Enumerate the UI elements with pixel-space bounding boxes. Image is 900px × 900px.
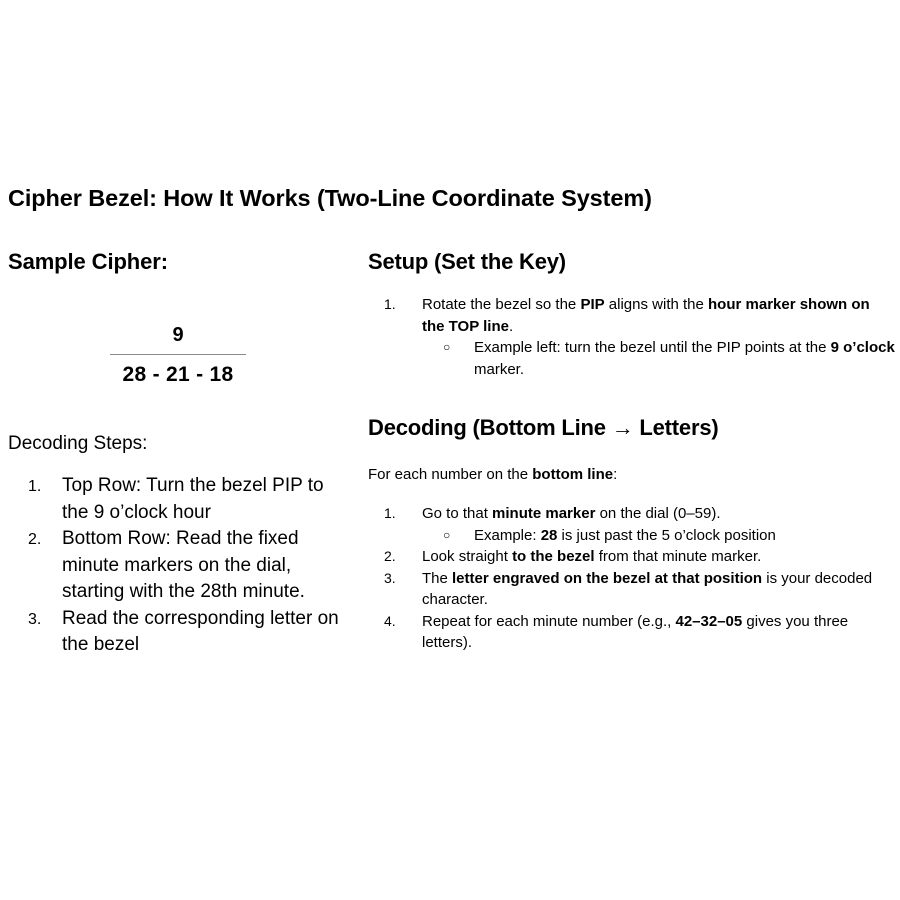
- decoding-steps-list: [8, 473, 348, 659]
- sub-list: [422, 525, 895, 547]
- setup-list: [368, 294, 895, 380]
- body-text: from that minute marker.: [594, 548, 762, 565]
- decoding-steps-label: Decoding Steps:: [8, 433, 148, 454]
- cipher-top-line: 9: [172, 324, 184, 346]
- cipher-divider-rule: [110, 354, 246, 355]
- list-item-text: [422, 570, 872, 609]
- body-text: Read the corresponding letter on the bezel: [62, 607, 339, 655]
- decoding-lead-text: [368, 464, 895, 485]
- body-text: Top Row: Turn the bezel PIP to the 9 o’clock hour: [62, 475, 324, 523]
- cipher-fraction: [110, 322, 246, 389]
- list-item: [368, 294, 895, 380]
- list-marker: 1.: [384, 296, 396, 312]
- emphasis-text: PIP: [580, 296, 605, 313]
- emphasis-text: letter engraved on the bezel at that position: [452, 569, 763, 587]
- decoding-list: [368, 503, 895, 654]
- list-item-text: [422, 548, 761, 565]
- list-item: [8, 473, 348, 526]
- list-marker: 4.: [384, 612, 396, 629]
- list-marker: 3.: [384, 569, 396, 586]
- list-item: [368, 503, 895, 546]
- list-item-text: [62, 475, 324, 523]
- body-text: is your decoded character.: [422, 569, 873, 608]
- list-item: [8, 526, 348, 606]
- list-item: [368, 546, 895, 568]
- body-text: :: [613, 466, 618, 483]
- right-column: [368, 248, 895, 654]
- list-item-text: [422, 613, 848, 652]
- body-text: Bottom Row: Read the fixed minute markers on the dial, starting with the 28th minute.: [62, 528, 305, 602]
- body-text: For each number on the: [368, 466, 533, 483]
- emphasis-text: minute marker: [492, 505, 596, 522]
- body-text: Example:: [474, 526, 541, 544]
- sub-list-item: [422, 337, 895, 380]
- list-item: [368, 611, 895, 654]
- sub-list: [422, 337, 895, 380]
- emphasis-text: 42–32–05: [675, 612, 743, 630]
- emphasis-text: to the bezel: [512, 548, 595, 565]
- emphasis-text: 28: [540, 526, 558, 544]
- body-text: Rotate the bezel so the: [422, 296, 581, 313]
- sub-list-item: [422, 525, 895, 547]
- list-item-text: [422, 505, 721, 522]
- body-text: is just past the 5 o’clock position: [557, 526, 776, 544]
- list-item-text: [422, 296, 870, 335]
- body-text: .: [508, 317, 514, 335]
- body-text: gives you three letters).: [422, 612, 849, 651]
- circle-bullet-icon: ○: [443, 527, 451, 542]
- page-title: Cipher Bezel: How It Works (Two-Line Coordinate System): [8, 184, 652, 211]
- list-marker: 2.: [28, 531, 42, 548]
- circle-bullet-icon: ○: [443, 340, 451, 354]
- list-item-text: [62, 608, 339, 656]
- setup-heading: Setup (Set the Key): [368, 249, 566, 274]
- body-text: Example left: turn the bezel until the PIP points at the: [474, 339, 831, 356]
- left-column: [8, 248, 348, 659]
- list-marker: 3.: [28, 610, 42, 628]
- list-marker: 1.: [384, 505, 396, 521]
- sample-cipher-heading: Sample Cipher:: [8, 249, 168, 274]
- body-text: Go to that: [422, 505, 493, 522]
- sub-list-item-text: [474, 339, 895, 378]
- list-item: [368, 568, 895, 611]
- body-text: aligns with the: [604, 296, 709, 313]
- emphasis-text: 9 o’clock: [830, 339, 895, 356]
- sample-cipher-block: [8, 322, 348, 389]
- body-text: Repeat for each minute number (e.g.,: [422, 612, 676, 630]
- sub-list-item-text: [474, 527, 776, 544]
- list-item-text: [62, 528, 305, 602]
- body-text: The: [422, 569, 453, 587]
- emphasis-text: bottom line: [532, 466, 614, 483]
- decoding-heading: Decoding (Bottom Line → Letters): [368, 415, 719, 440]
- list-item: [8, 606, 348, 659]
- body-text: Look straight: [422, 548, 513, 565]
- cipher-bottom-line: 28 - 21 - 18: [122, 363, 234, 386]
- list-marker: 1.: [28, 478, 42, 495]
- emphasis-text: hour marker shown on the TOP line: [422, 296, 870, 335]
- body-text: on the dial (0–59).: [595, 505, 721, 522]
- body-text: marker.: [474, 360, 525, 378]
- list-marker: 2.: [384, 548, 396, 564]
